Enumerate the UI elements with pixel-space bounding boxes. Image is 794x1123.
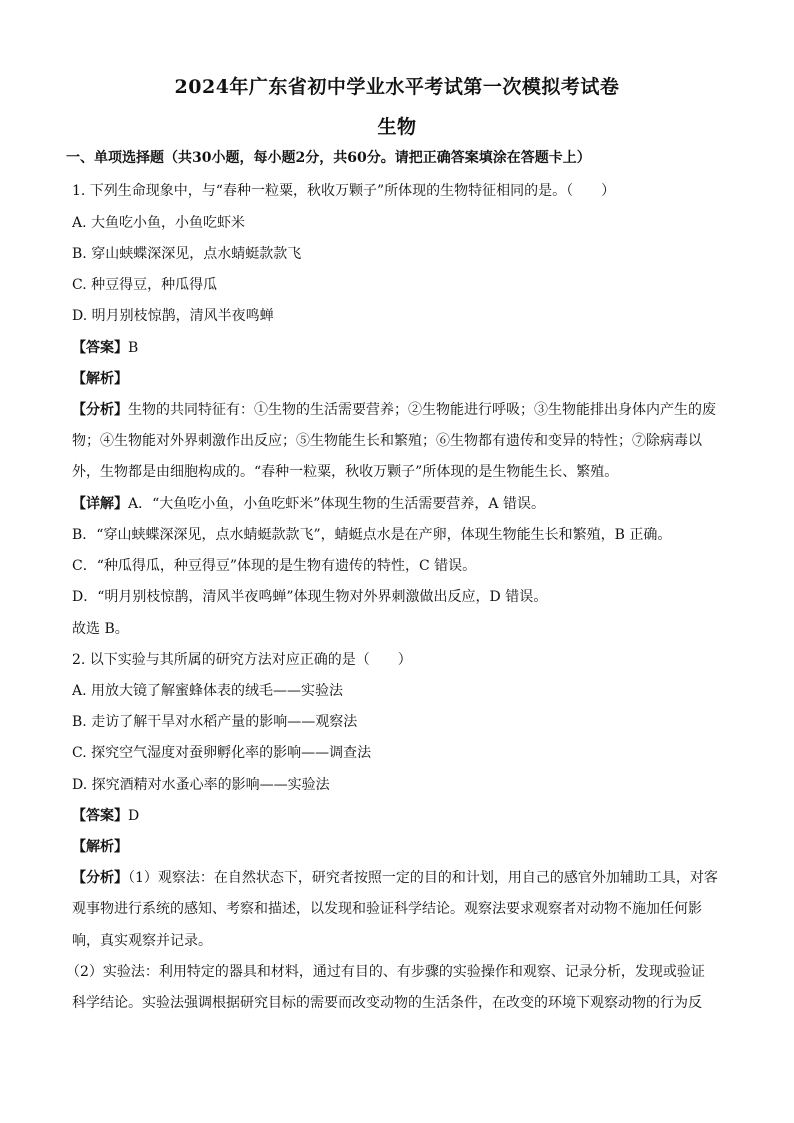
q2-answer — [72, 806, 722, 826]
section-header: 一、单项选择题（共30小题，每小题2分，共60分。请把正确答案填涂在答题卡上） — [66, 150, 591, 166]
detail-text: A．“大鱼吃小鱼，小鱼吃虾米”体现生物的生活需要营养，A 错误。 — [128, 496, 545, 512]
q2-option-b: B. 走访了解干旱对水稻产量的影响——观察法 — [72, 714, 358, 730]
q2-analysis-tag: 【解析】 — [72, 839, 128, 855]
q2-option-a: A. 用放大镜了解蜜蜂体表的绒毛——实验法 — [72, 683, 344, 699]
q1-fenxi-line — [72, 400, 722, 420]
q2-fenxi-line: 观事物进行系统的感知、考察和描述，以发现和验证科学结论。观察法要求观察者对动物不施加任何影 — [72, 901, 702, 917]
fenxi-tag: 【分析】 — [72, 402, 128, 418]
q1-option-c: C. 种豆得豆，种瓜得瓜 — [72, 277, 218, 293]
xiangjie-tag: 【详解】 — [72, 496, 128, 512]
q2-fenxi-line — [72, 868, 722, 888]
q1-detail-line: C．“种瓜得瓜，种豆得豆”体现的是生物有遗传的特性，C 错误。 — [72, 558, 477, 574]
q1-fenxi-line: 外，生物都是由细胞构成的。“春种一粒粟，秋收万颗子”所体现的是生物能生长、繁殖。 — [72, 464, 619, 480]
q2-option-c: C. 探究空气湿度对蚕卵孵化率的影响——调查法 — [72, 745, 372, 761]
q2-fenxi-line: 科学结论。实验法强调根据研究目标的需要而改变动物的生活条件，在改变的环境下观察动物的行为反 — [72, 995, 702, 1011]
q1-option-b: B. 穿山蛱蝶深深见，点水蜻蜓款款飞 — [72, 246, 302, 262]
q1-option-a: A. 大鱼吃小鱼，小鱼吃虾米 — [72, 215, 246, 231]
q1-conclusion: 故选 B。 — [72, 621, 129, 637]
q2-fenxi-line: （2）实验法：利用特定的器具和材料，通过有目的、有步骤的实验操作和观察、记录分析，发现或验证 — [66, 964, 705, 980]
answer-value: D — [128, 808, 140, 824]
q1-option-d: D. 明月别枝惊鹊，清风半夜鸣蝉 — [72, 308, 274, 324]
fenxi-tag: 【分析】 — [72, 870, 128, 886]
fenxi-text: （1）观察法：在自然状态下，研究者按照一定的目的和计划，用自己的感官外加辅助工具，对客 — [128, 870, 718, 886]
q2-option-d: D. 探究酒精对水蚤心率的影响——实验法 — [72, 777, 330, 793]
answer-value: B — [128, 340, 139, 356]
q1-detail-line — [72, 494, 722, 514]
exam-title: 2024年广东省初中学业水平考试第一次模拟考试卷 — [174, 76, 620, 98]
subject-title: 生物 — [377, 116, 417, 138]
q1-answer — [72, 338, 722, 358]
fenxi-text: 生物的共同特征有：①生物的生活需要营养；②生物能进行呼吸；③生物能排出身体内产生的废 — [128, 402, 716, 418]
q2-fenxi-line: 响，真实观察并记录。 — [72, 933, 212, 949]
q1-detail-line: B．“穿山蛱蝶深深见，点水蜻蜓款款飞”，蜻蜓点水是在产卵，体现生物能生长和繁殖，B 正确。 — [72, 527, 672, 543]
q1-analysis-tag: 【解析】 — [72, 371, 128, 387]
q1-stem: 1. 下列生命现象中，与“春种一粒粟，秋收万颗子”所体现的生物特征相同的是。（ ） — [72, 183, 616, 199]
q1-detail-line: D．“明月别枝惊鹊，清风半夜鸣蝉”体现生物对外界刺激做出反应，D 错误。 — [72, 589, 548, 605]
answer-tag: 【答案】 — [72, 808, 128, 824]
q1-fenxi-line: 物；④生物能对外界刺激作出反应；⑤生物能生长和繁殖；⑥生物都有遗传和变异的特性；⑦除病毒以 — [72, 433, 702, 449]
q2-stem: 2. 以下实验与其所属的研究方法对应正确的是（ ） — [72, 652, 412, 668]
answer-tag: 【答案】 — [72, 340, 128, 356]
